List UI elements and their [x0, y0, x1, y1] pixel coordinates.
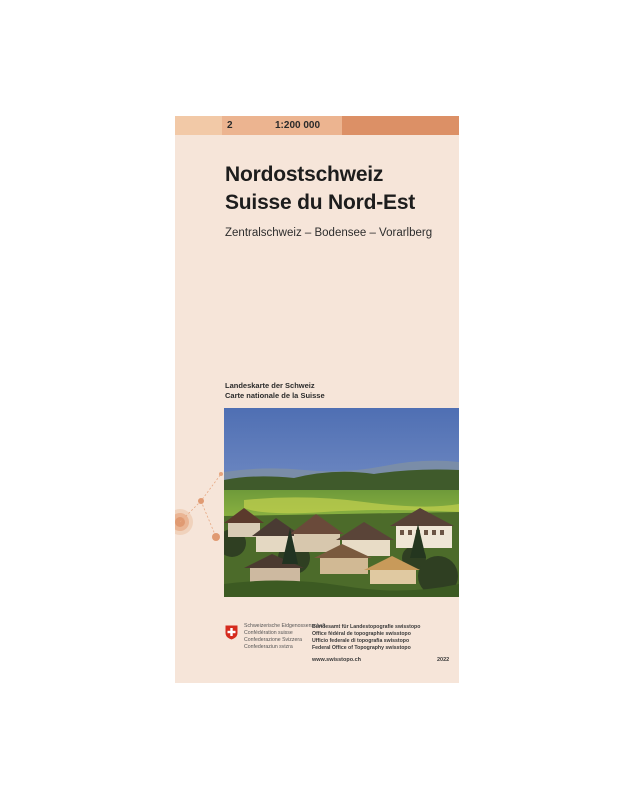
confederation-it: Confederazione Svizzera: [244, 637, 302, 643]
title-german: Nordostschweiz: [225, 163, 384, 186]
confederation-de: Schweizerische Eidgenossenschaft: [244, 623, 326, 629]
band-segment-light: [175, 116, 222, 135]
series-name-french: Carte nationale de la Suisse: [225, 391, 325, 400]
band-segment-dark: [342, 116, 459, 135]
office-it: Ufficio federale di topografia swisstopo: [312, 638, 410, 644]
title-french: Suisse du Nord-Est: [225, 191, 416, 214]
confederation-fr: Confédération suisse: [244, 630, 293, 636]
confederation-rm: Confederaziun svizra: [244, 644, 293, 650]
edition-year: 2022: [437, 657, 450, 663]
landscape-photo: [224, 408, 459, 597]
office-fr: Office fédéral de topographie swisstopo: [312, 631, 411, 637]
office-names: [312, 624, 420, 652]
header-band: [175, 116, 459, 135]
map-cover: [175, 116, 459, 683]
map-number: 2: [227, 120, 233, 131]
office-en: Federal Office of Topography swisstopo: [312, 645, 411, 651]
map-scale: 1:200 000: [275, 120, 321, 131]
website-url: www.swisstopo.ch: [312, 657, 361, 663]
subtitle-regions: Zentralschweiz – Bodensee – Vorarlberg: [225, 227, 433, 239]
swiss-cross-crest-icon: [225, 625, 238, 640]
office-de: Bundesamt für Landestopografie swisstopo: [312, 624, 421, 630]
series-name-german: Landeskarte der Schweiz: [225, 381, 315, 390]
